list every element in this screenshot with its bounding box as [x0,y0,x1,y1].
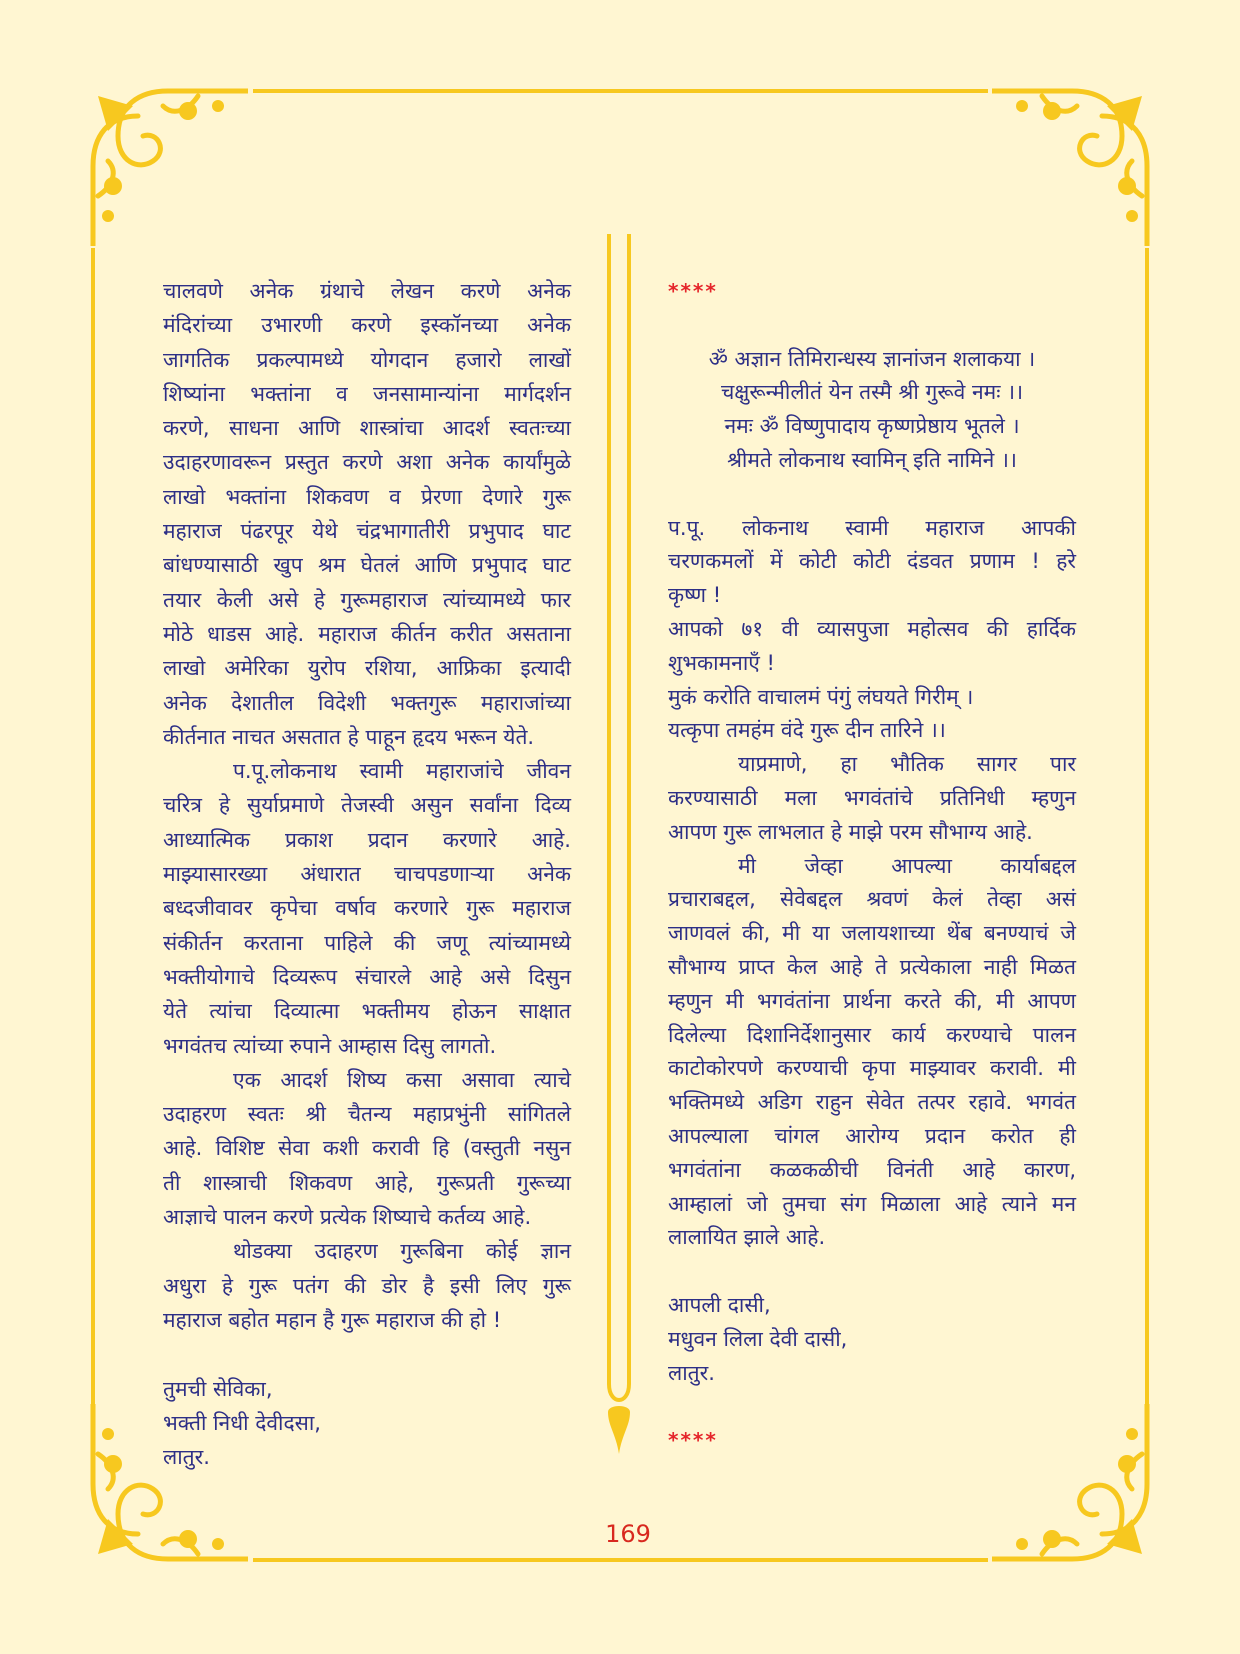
text-line: प.पू.लोकनाथ स्वामी महाराजांचे जीवन [233,759,571,784]
text-line: मंदिरांच्या उभारणी करणे इस्कॉनच्या अनेक [163,313,571,338]
text-line: अनेक देशातील विदेशी भक्तगुरू महाराजांच्या [163,690,571,715]
border-right [1145,248,1149,1408]
text-line: उदाहरण स्वतः श्री चैतन्य महाप्रभुंनी सांगितले [163,1102,571,1127]
text-line: याप्रमाणे, हा भौतिक सागर पार [738,752,1076,777]
text-line: मधुवन लिला देवी दासी, [668,1326,848,1351]
blank-line [668,478,1076,512]
text-line: शिष्यांना भक्तांना व जनसामान्यांना मार्गदर्शन [163,381,571,406]
text-line: भक्ती निधी देवीदसा, [163,1410,321,1435]
text-line: आपल्याला चांगल आरोग्य प्रदान करोत ही [668,1123,1076,1148]
text-line: सौभाग्य प्राप्त केल आहे ते प्रत्येकाला नाही मिळत [668,954,1076,979]
text-line: कृष्ण ! [668,583,722,608]
text-line: श्रीमते लोकनाथ स्वामिन् इति नामिने ।। [727,447,1017,472]
text-line: लातुर. [668,1360,715,1385]
text-line: आपली दासी, [668,1292,771,1317]
text-line: चरित्र हे सुर्याप्रमाणे तेजस्वी असुन सर्वांना दिव्य [163,793,571,818]
column-divider [606,234,632,1454]
text-line: मी जेव्हा आपल्या कार्याबद्दल [738,853,1076,878]
text-line: चालवणे अनेक ग्रंथाचे लेखन करणे अनेक [163,279,571,303]
text-line: आज्ञाचे पालन करणे प्रत्येक शिष्याचे कर्तव्य आहे. [163,1205,532,1230]
text-line: जाणवलं की, मी या जलायशाच्या थेंब बनण्याचं जे [668,921,1076,946]
text-line: ती शास्त्राची शिकवण आहे, गुरूप्रती गुरूच्या [163,1170,571,1195]
text-line: चक्षुरून्मीलीतं येन तस्मै श्री गुरूवे नमः ।। [720,380,1024,405]
corner-ornament-top-left [78,76,248,246]
text-line: करणे, साधना आणि शास्त्रांचा आदर्श स्वतःच्या [163,416,571,441]
text-line: मोठे धाडस आहे. महाराज कीर्तन करीत असताना [163,621,571,646]
text-line: शुभकामनाएँ ! [668,650,775,675]
text-line: यत्कृपा तमहंम वंदे गुरू दीन तारिने ।। [668,718,946,743]
text-line: आपण गुरू लाभलात हे माझे परम सौभाग्य आहे. [668,819,1033,844]
text-line: आध्यात्मिक प्रकाश प्रदान करणारे आहे. [163,827,571,852]
blank-line [668,1255,1076,1289]
text-line: माझ्यासारख्या अंधारात चाचपडणाऱ्या अनेक [163,862,571,887]
text-line: आहे. विशिष्ट सेवा कशी करावी हि (वस्तुती नसुन [163,1136,571,1161]
text-line: तुमची सेविका, [163,1376,273,1401]
text-line: तयार केली असे हे गुरूमहाराज त्यांच्यामध्ये फार [163,587,571,612]
text-line: अधुरा हे गुरू पतंग की डोर है इसी लिए गुरू [163,1273,571,1298]
blank-line [668,309,1076,343]
text-line: भगवंतच त्यांच्या रुपाने आम्हास दिसु लागतो. [163,1033,497,1058]
right-column [668,275,1076,1458]
text-line: लाखो अमेरिका युरोप रशिया, आफ्रिका इत्यादी [163,656,571,681]
blank-line [163,1337,571,1371]
text-line: महाराज पंढरपूर येथे चंद्रभागातीरी प्रभुपाद घाट [163,519,571,544]
text-line: मुकं करोति वाचालमं पंगुं लंघयते गिरीम् । [668,684,974,709]
border-top [253,89,988,93]
text-line: आम्हालां जो तुमचा संग मिळाला आहे त्याने मन [668,1191,1076,1216]
text-line: प.पू. लोकनाथ स्वामी महाराज आपकी [668,515,1076,540]
text-line: भक्तिमध्ये अडिग राहुन सेवेत तत्पर रहावे. भगवंत [668,1090,1076,1115]
text-line: बांधण्यासाठी खुप श्रम घेतलं आणि प्रभुपाद घाट [163,553,571,578]
text-line: भक्तीयोगाचे दिव्यरूप संचारले आहे असे दिसुन [163,964,571,989]
text-line: जागतिक प्रकल्पामध्ये योगदान हजारो लाखों [163,347,571,372]
text-line: लाखो भक्तांना शिकवण व प्रेरणा देणारे गुरू [163,484,571,509]
text-line: संकीर्तन करताना पाहिले की जणू त्यांच्यामध्ये [163,930,571,955]
text-line: प्रचाराबद्दल, सेवेबद्दल श्रवणं केलं तेव्हा असं [668,887,1076,912]
left-column [163,274,571,1474]
text-line: काटोकोरपणे करण्याची कृपा माझ्यावर करावी. मी [668,1056,1076,1081]
text-line: ॐ अज्ञान तिमिरान्धस्य ज्ञानांजन शलाकया । [708,346,1036,371]
text-line: उदाहरणावरून प्रस्तुत करणे अशा अनेक कार्यांमुळे [163,450,571,475]
text-line: कीर्तनात नाचत असतात हे पाहून हृदय भरून येते. [163,724,535,749]
text-line: एक आदर्श शिष्य कसा असावा त्याचे [233,1067,571,1092]
text-line: महाराज बहोत महान है गुरू महाराज की हो ! [163,1307,502,1332]
text-line: म्हणुन मी भगवंतांना प्रार्थना करते की, मी आपण [668,988,1076,1013]
text-line: आपको ७१ वी व्यासपुजा महोत्सव की हार्दिक [668,616,1076,641]
text-line: बध्दजीवावर कृपेचा वर्षाव करणारे गुरू महाराज [163,896,571,921]
border-bottom [253,1558,988,1562]
text-line: लालायित झाले आहे. [668,1225,826,1250]
text-line: चरणकमलों में कोटी कोटी दंडवत प्रणाम ! हरे [668,549,1076,574]
text-line: लातुर. [163,1445,210,1470]
section-separator-stars: **** [668,1428,718,1453]
text-line: करण्यासाठी मला भगवंतांचे प्रतिनिधी म्हणुन [668,785,1076,810]
text-line: नमः ॐ विष्णुपादाय कृष्णप्रेष्ठाय भूतले । [724,414,1020,439]
corner-ornament-top-right [992,76,1162,246]
text-line: येते त्यांचा दिव्यात्मा भक्तीमय होऊन साक्षात [163,999,571,1024]
page-number: 169 [605,1520,651,1548]
border-left [91,248,95,1408]
text-line: थोडक्या उदाहरण गुरूबिना कोई ज्ञान [233,1239,571,1264]
text-line: दिलेल्या दिशानिर्देशानुसार कार्य करण्याचे पालन [668,1022,1076,1047]
text-line: भगवंतांना कळकळीची विनंती आहे कारण, [668,1157,1076,1182]
blank-line [668,1390,1076,1424]
section-separator-stars: **** [668,279,718,303]
